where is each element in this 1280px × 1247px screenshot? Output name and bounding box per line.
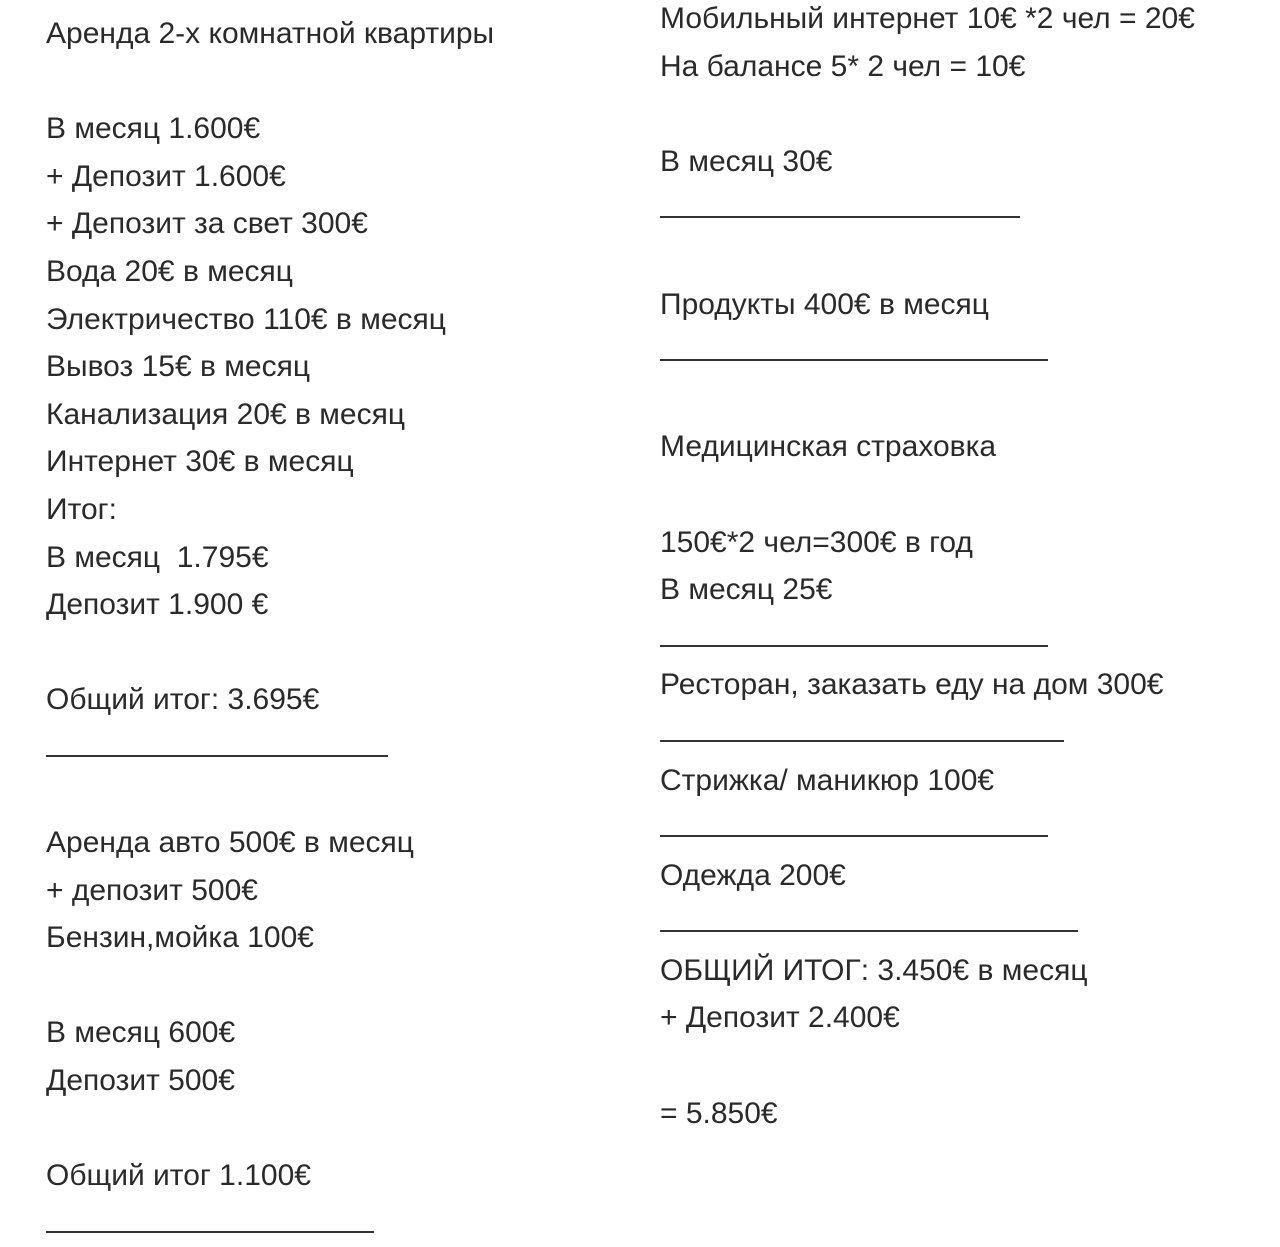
separator-line (660, 899, 1275, 947)
mobile-balance-line: На балансе 5* 2 чел = 10€ (660, 49, 1026, 83)
groceries-line: Продукты 400€ в месяц (660, 287, 989, 321)
internet-line: Интернет 30€ в месяц (46, 445, 354, 479)
fuel-wash-line: Бензин,мойка 100€ (46, 921, 314, 955)
sewage-line: Канализация 20€ в месяц (46, 397, 406, 431)
rent-monthly-line: В месяц 1.600€ (46, 112, 261, 146)
spacer (46, 962, 636, 1010)
electricity-deposit-line: + Депозит за свет 300€ (46, 207, 368, 241)
spacer (46, 629, 636, 677)
separator-line (46, 724, 636, 772)
separator-line (660, 804, 1275, 852)
separator-line (660, 709, 1275, 757)
right-column (660, 0, 1275, 1137)
apartment-heading: Аренда 2-х комнатной квартиры (46, 17, 495, 50)
insurance-monthly-line: В месяц 25€ (660, 573, 833, 607)
left-column (46, 10, 636, 1247)
spacer (46, 58, 636, 106)
spacer (660, 471, 1275, 519)
mobile-internet-line: Мобильный интернет 10€ *2 чел = 20€ (660, 2, 1195, 35)
spacer (660, 1042, 1275, 1090)
car-grand-total: Общий итог 1.100€ (46, 1159, 311, 1193)
garbage-line: Вывоз 15€ в месяц (46, 350, 311, 384)
haircut-manicure-line: Стрижка/ маникюр 100€ (660, 763, 995, 797)
deposit-line: + Депозит 1.600€ (46, 159, 286, 193)
overall-grand-total: = 5.850€ (660, 1096, 778, 1130)
car-deposit-line: + депозит 500€ (46, 873, 258, 907)
restaurant-line: Ресторан, заказать еду на дом 300€ (660, 668, 1164, 702)
spacer (660, 376, 1275, 424)
electricity-line: Электричество 110€ в месяц (46, 302, 446, 336)
water-line: Вода 20€ в месяц (46, 254, 293, 288)
car-deposit-total: Депозит 500€ (46, 1064, 235, 1098)
insurance-heading: Медицинская страховка (660, 430, 997, 464)
overall-deposit-total: + Депозит 2.400€ (660, 1001, 900, 1035)
apartment-monthly-total: В месяц 1.795€ (46, 540, 269, 574)
separator-line (660, 185, 1275, 233)
spacer (660, 233, 1275, 281)
overall-monthly-total: ОБЩИЙ ИТОГ: 3.450€ в месяц (660, 953, 1088, 987)
spacer (660, 90, 1275, 138)
spacer (46, 772, 636, 820)
separator-line (660, 328, 1275, 376)
car-monthly-total: В месяц 600€ (46, 1016, 236, 1050)
spacer (46, 1105, 636, 1153)
car-rent-line: Аренда авто 500€ в месяц (46, 826, 414, 860)
subtotal-label: Итог: (46, 492, 117, 526)
separator-line (46, 1200, 636, 1247)
apartment-grand-total: Общий итог: 3.695€ (46, 683, 320, 717)
mobile-monthly-total: В месяц 30€ (660, 144, 833, 178)
clothing-line: Одежда 200€ (660, 858, 846, 892)
insurance-yearly-line: 150€*2 чел=300€ в год (660, 525, 973, 559)
separator-line (660, 614, 1275, 662)
apartment-deposit-total: Депозит 1.900 € (46, 588, 269, 622)
